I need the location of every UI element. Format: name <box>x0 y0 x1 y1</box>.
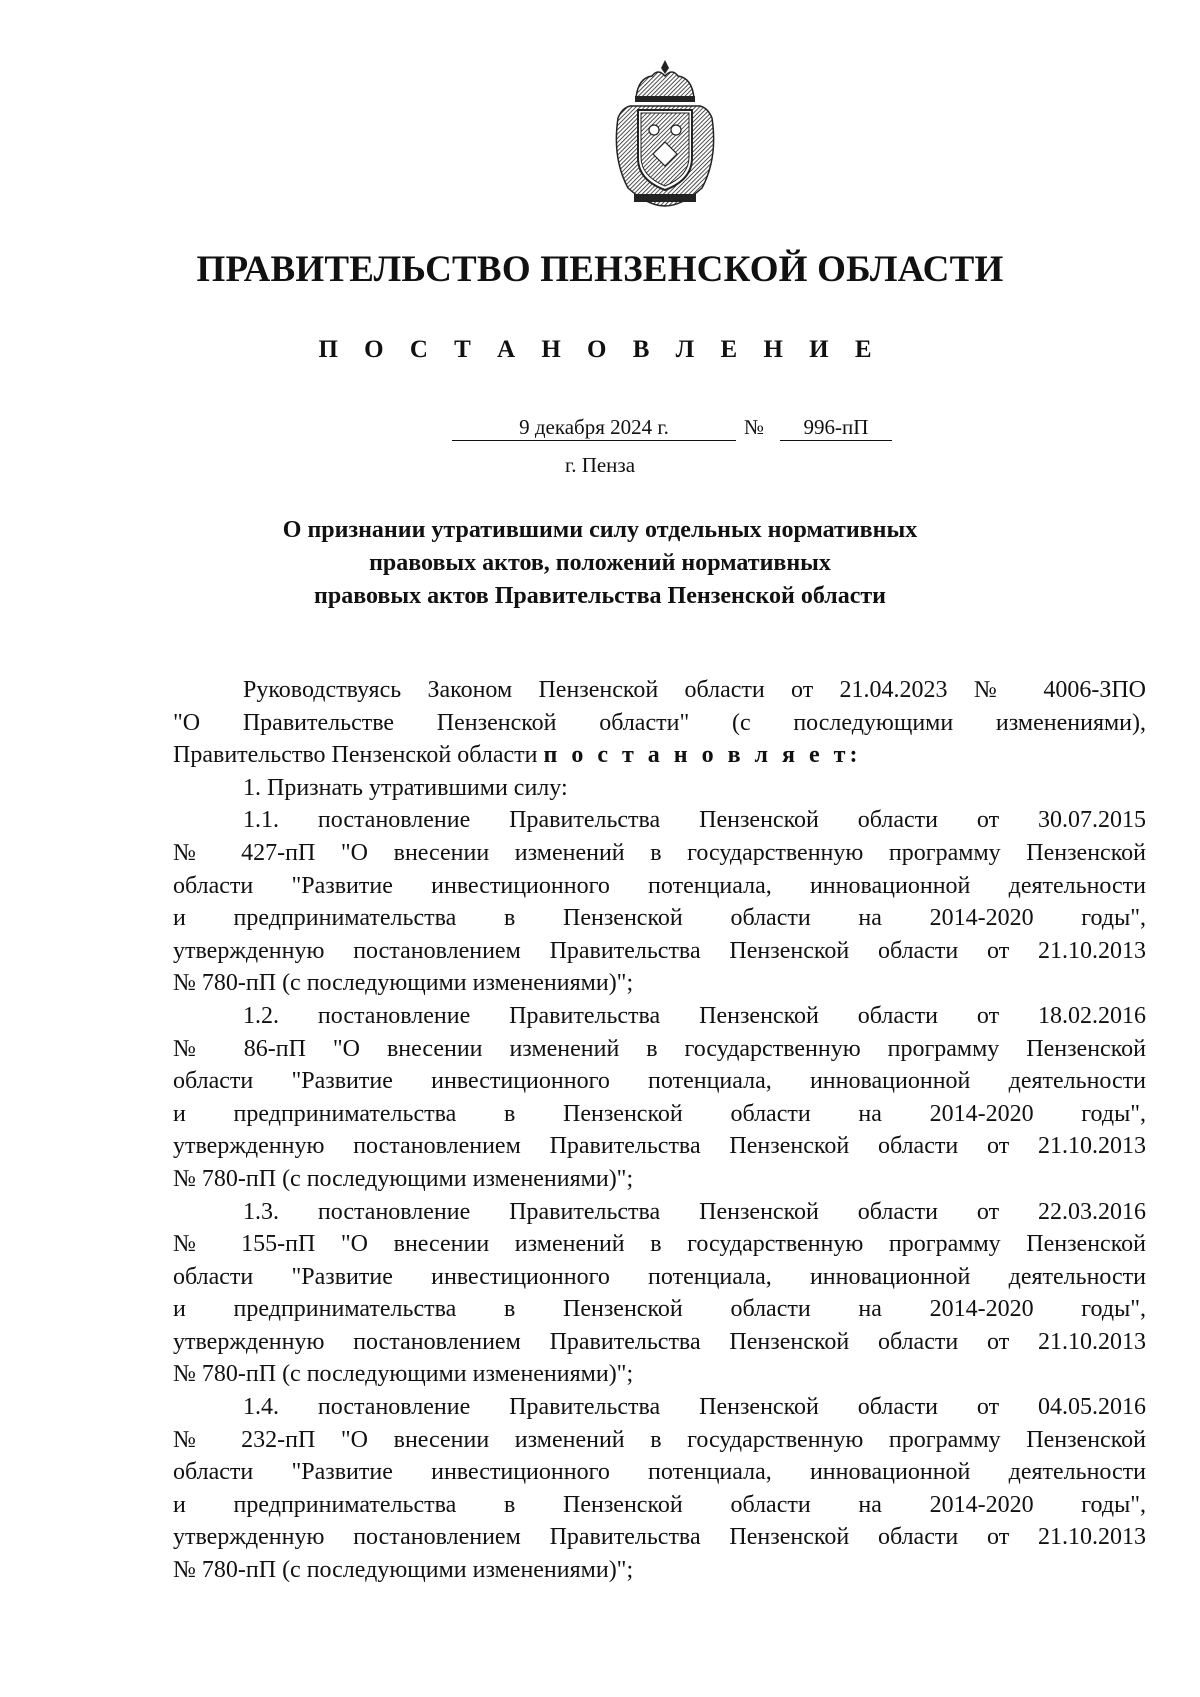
preamble-line: "О Правительстве Пензенской области" (с последующими изменениями), <box>173 709 1146 736</box>
item-line: № 780-пП (с последующими изменениями)"; <box>173 1361 634 1388</box>
item-line: № 155-пП "О внесении изменений в государственную программу Пензенской <box>173 1231 1146 1258</box>
item-line: и предпринимательства в Пензенской области на 2014-2020 годы", <box>173 1296 1146 1323</box>
document-date: 9 декабря 2024 г. <box>452 414 736 441</box>
item-line: утвержденную постановлением Правительства Пензенской области от 21.10.2013 <box>173 937 1146 964</box>
document-subject <box>200 514 1000 613</box>
preamble-line: Руководствуясь Законом Пензенской области от 21.04.2023 № 4006-ЗПО <box>243 677 1146 703</box>
organization-title: ПРАВИТЕЛЬСТВО ПЕНЗЕНСКОЙ ОБЛАСТИ <box>196 249 1004 290</box>
coat-of-arms-icon <box>608 58 723 208</box>
items-heading: 1. Признать утратившими силу: <box>243 774 568 801</box>
item-line: области "Развитие инвестиционного потенциала, инновационной деятельности <box>173 1263 1146 1290</box>
document-body <box>173 674 1146 1587</box>
document-city: г. Пенза <box>564 453 636 477</box>
item-line: № 780-пП (с последующими изменениями)"; <box>173 970 634 997</box>
item-line: и предпринимательства в Пензенской области на 2014-2020 годы", <box>173 1100 1146 1127</box>
decree-word: п о с т а н о в л я е т: <box>543 742 862 769</box>
item-line: области "Развитие инвестиционного потенциала, инновационной деятельности <box>173 1068 1146 1095</box>
preamble-prefix: Правительство Пензенской области <box>173 742 544 769</box>
number-sign: № <box>744 415 765 439</box>
item-line: 1.3. постановление Правительства Пензенской области от 22.03.2016 <box>243 1198 1146 1225</box>
item-line: и предпринимательства в Пензенской области на 2014-2020 годы", <box>173 1491 1146 1518</box>
subject-line: О признании утратившими силу отдельных нормативных <box>282 517 918 543</box>
item-line: № 86-пП "О внесении изменений в государственную программу Пензенской <box>173 1035 1146 1062</box>
item-line: 1.2. постановление Правительства Пензенской области от 18.02.2016 <box>243 1002 1146 1029</box>
document-number: 996-пП <box>780 414 892 441</box>
item-line: 1.4. постановление Правительства Пензенской области от 04.05.2016 <box>243 1394 1146 1421</box>
item-line: № 232-пП "О внесении изменений в государственную программу Пензенской <box>173 1426 1146 1453</box>
item-line: № 427-пП "О внесении изменений в государственную программу Пензенской <box>173 839 1146 866</box>
item-line: № 780-пП (с последующими изменениями)"; <box>173 1557 634 1584</box>
preamble-line <box>173 739 1146 772</box>
document-type: П О С Т А Н О В Л Е Н И Е <box>318 336 882 363</box>
subject-line: правовых актов, положений нормативных <box>369 550 831 576</box>
item-line: утвержденную постановлением Правительства Пензенской области от 21.10.2013 <box>173 1133 1146 1160</box>
item-line: области "Развитие инвестиционного потенциала, инновационной деятельности <box>173 872 1146 899</box>
item-line: области "Развитие инвестиционного потенциала, инновационной деятельности <box>173 1459 1146 1486</box>
subject-line: правовых актов Правительства Пензенской области <box>314 583 886 609</box>
item-line: 1.1. постановление Правительства Пензенской области от 30.07.2015 <box>243 807 1146 834</box>
item-line: № 780-пП (с последующими изменениями)"; <box>173 1165 634 1192</box>
item-line: и предпринимательства в Пензенской области на 2014-2020 годы", <box>173 905 1146 932</box>
item-line: утвержденную постановлением Правительства Пензенской области от 21.10.2013 <box>173 1524 1146 1551</box>
item-line: утвержденную постановлением Правительства Пензенской области от 21.10.2013 <box>173 1328 1146 1355</box>
